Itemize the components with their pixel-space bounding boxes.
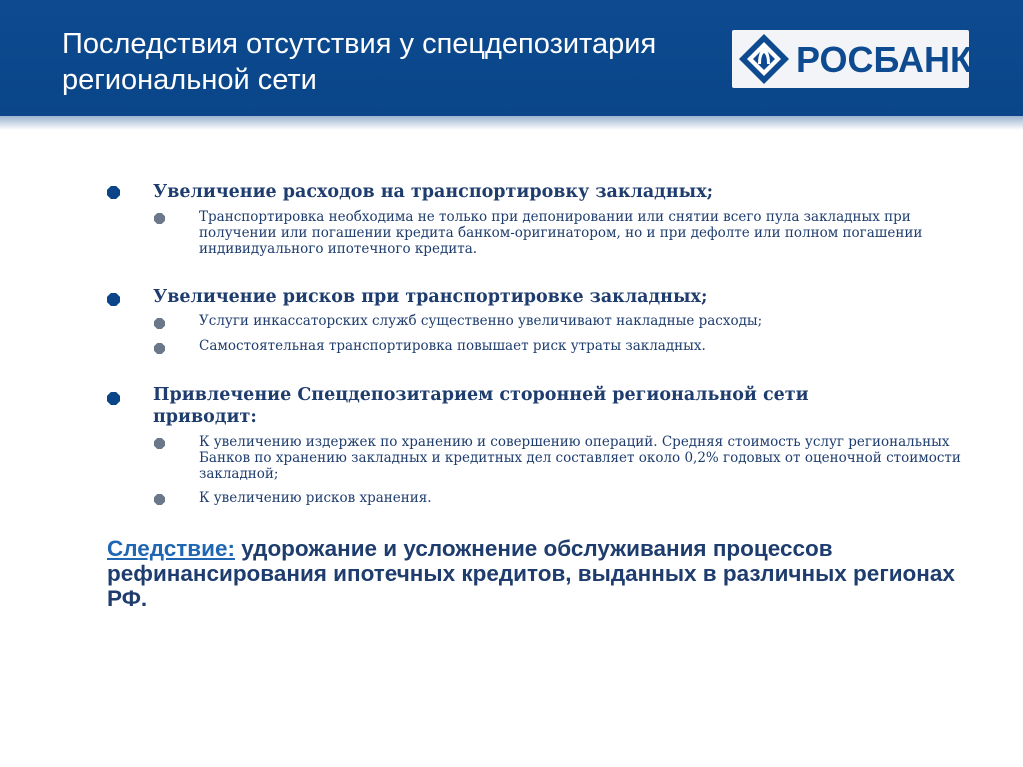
list-item: Услуги инкассаторских служб существенно увеличивают накладные расходы;: [199, 313, 763, 329]
logo-wordmark: РОСБАНК: [796, 39, 973, 80]
slide-title: Последствия отсутствия у спецдепозитария региональной сети: [62, 28, 657, 96]
item-bullet-icon: [154, 494, 165, 505]
list-item: К увеличению издержек по хранению и совершению операций. Средняя стоимость услуг региональных Банков по хранению закладных и кредитных дел составляет около 0,2% годовых от оценочной стоимости закладной;: [199, 434, 961, 482]
header-divider: [0, 116, 1023, 130]
section-heading: Увеличение рисков при транспортировке закладных;: [153, 287, 708, 307]
list-item: Самостоятельная транспортировка повышает риск утраты закладных.: [199, 338, 706, 354]
conclusion-body: удорожание и усложнение обслуживания процессов рефинансирования ипотечных кредитов, выданных в различных регионах РФ.: [107, 536, 955, 611]
item-bullet-icon: [154, 438, 165, 449]
rosbank-diamond-icon: [738, 33, 790, 85]
section-bullet-icon: [107, 293, 120, 306]
section-bullet-icon: [107, 392, 120, 405]
section-heading: Увеличение расходов на транспортировку закладных;: [153, 182, 714, 202]
item-bullet-icon: [154, 343, 165, 354]
list-item: Транспортировка необходима не только при депонировании или снятии всего пула закладных при получении или погашении кредита банком-оригинатором, но и при дефолте или полном погашении индивидуального ипотечного кредита.: [199, 209, 923, 257]
item-bullet-icon: [154, 213, 165, 224]
bank-logo: [732, 30, 973, 88]
conclusion-lead: Следствие:: [107, 536, 235, 561]
list-item: К увеличению рисков хранения.: [199, 490, 432, 506]
item-bullet-icon: [154, 318, 165, 329]
section-heading: Привлечение Спецдепозитарием сторонней региональной сети приводит:: [153, 385, 809, 427]
conclusion-text: [107, 536, 987, 611]
section-bullet-icon: [107, 186, 120, 199]
